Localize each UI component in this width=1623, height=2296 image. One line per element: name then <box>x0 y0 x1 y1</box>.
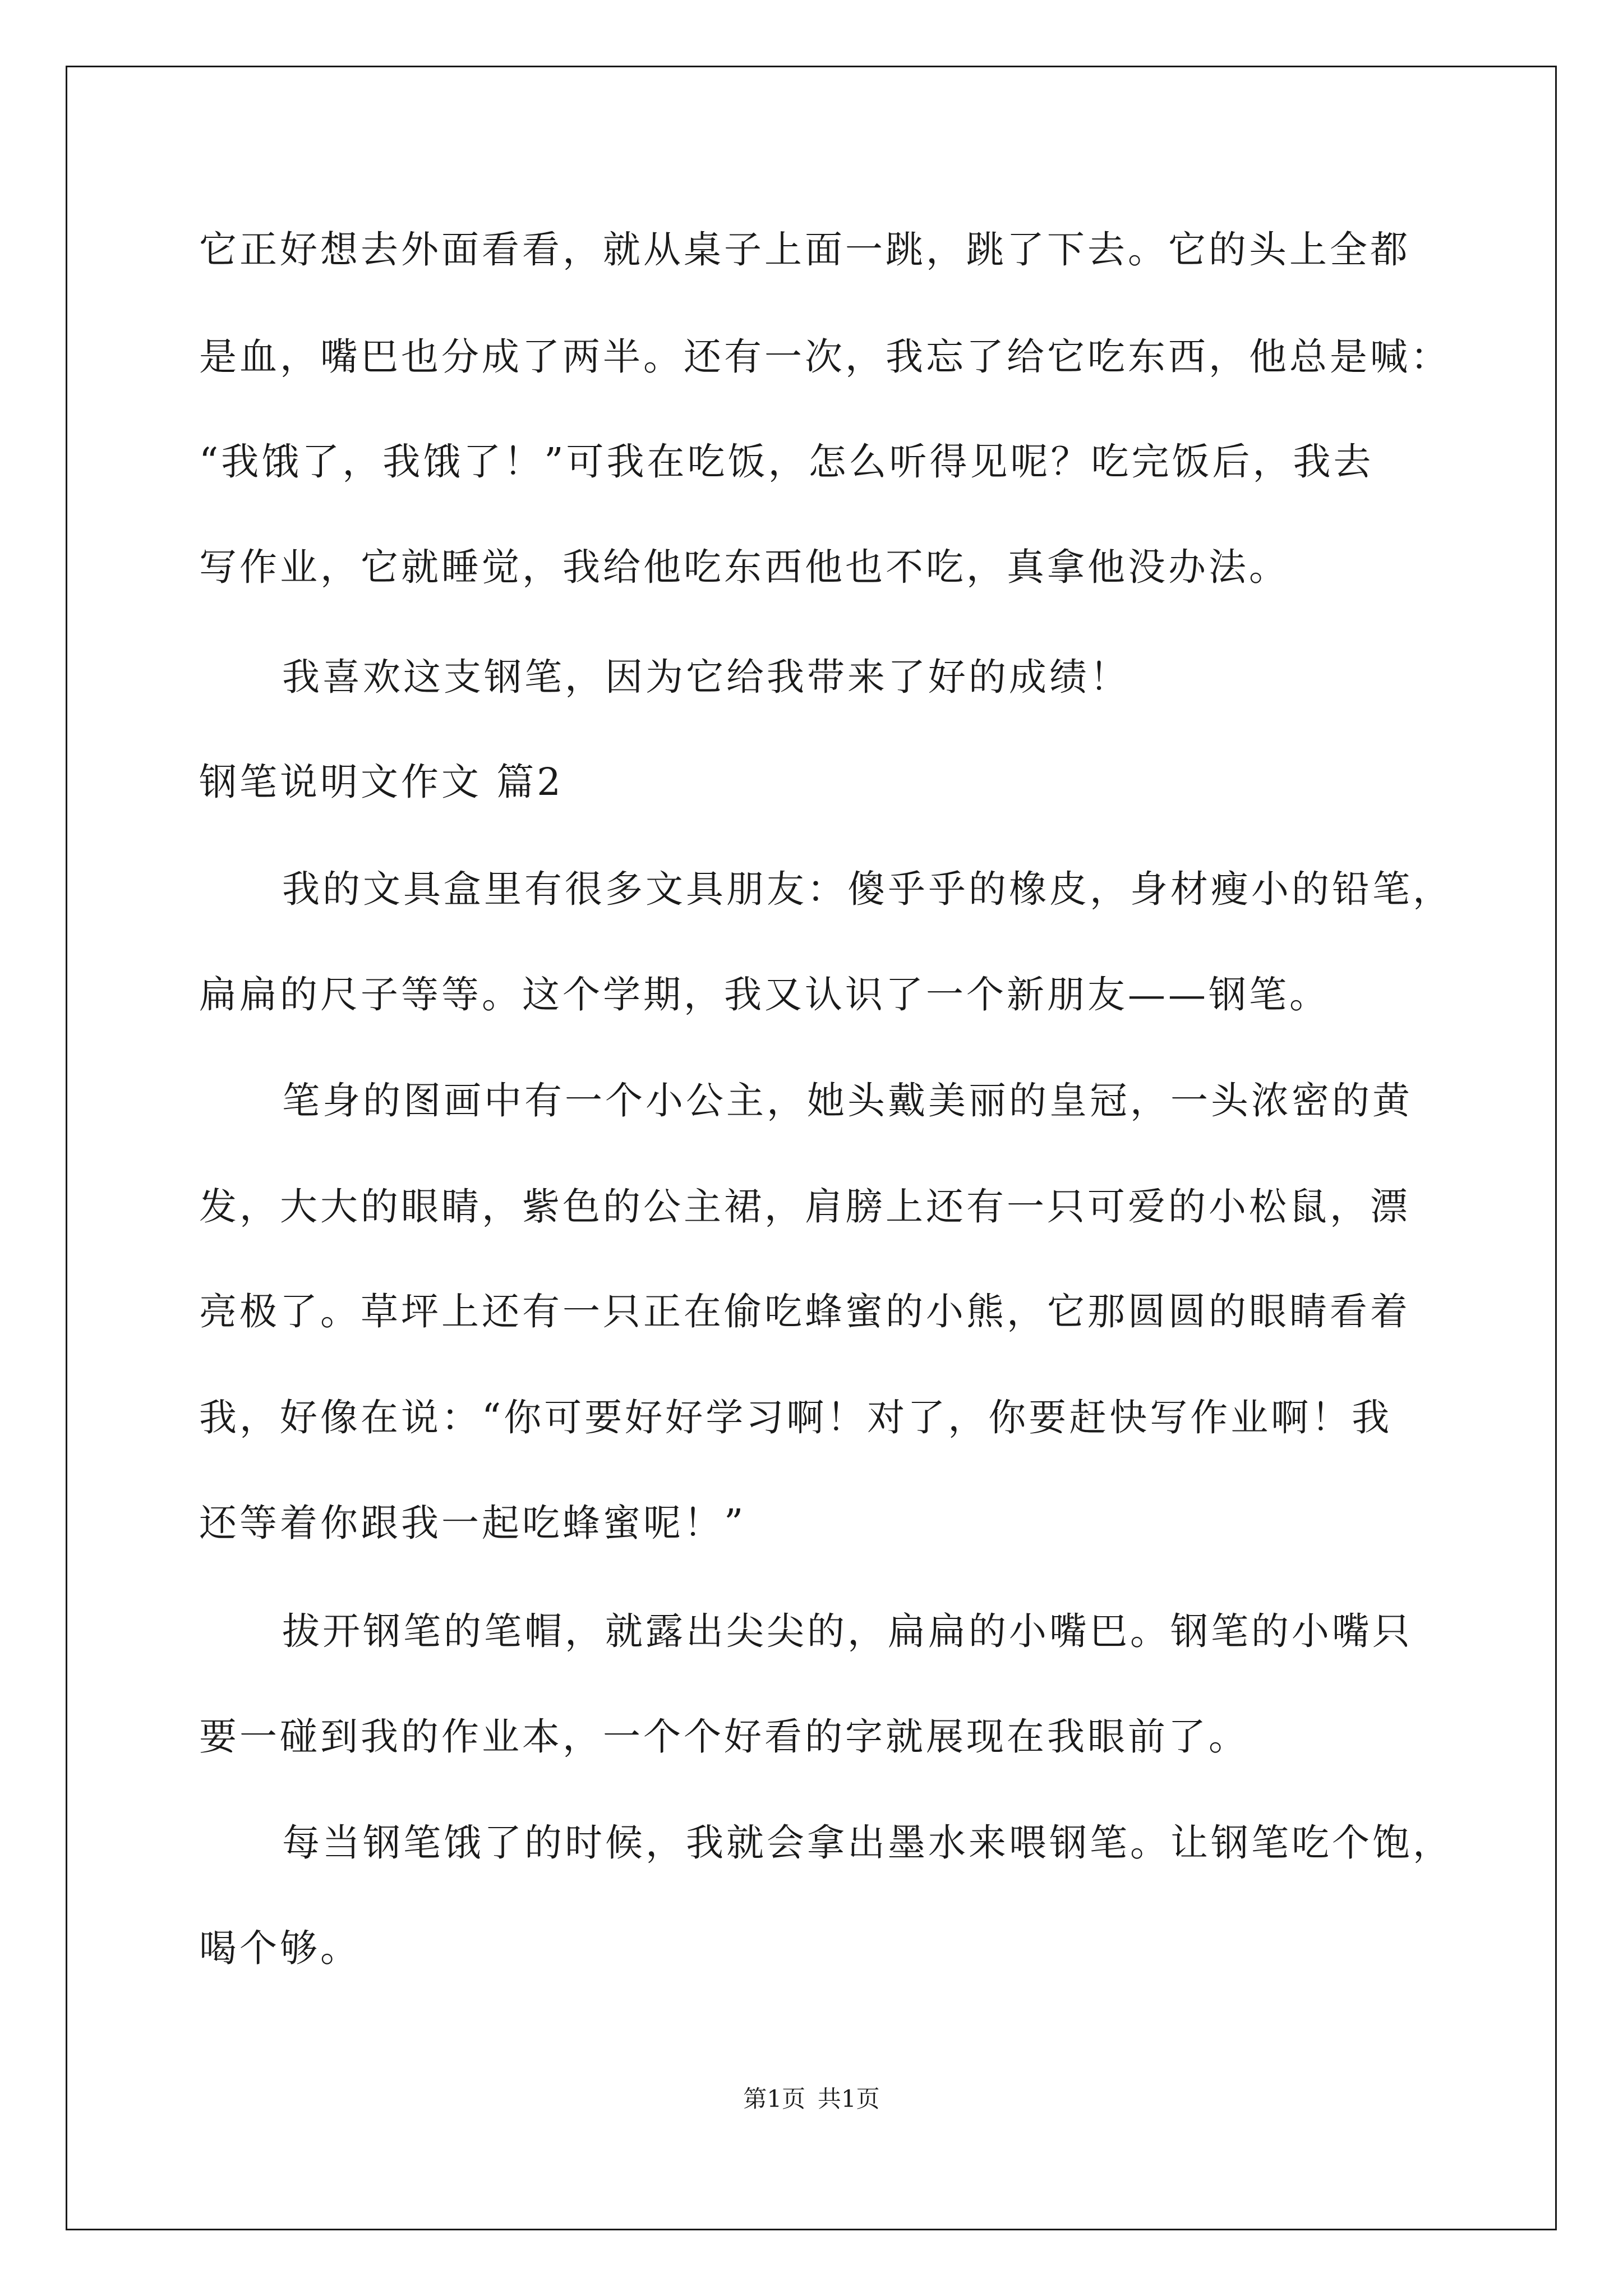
paragraph-line: 我的文具盒里有很多文具朋友：傻乎乎的橡皮，身材瘦小的铅笔， <box>282 867 1453 911</box>
text-line: 发，大大的眼睛，紫色的公主裙，肩膀上还有一只可爱的小松鼠，漂 <box>199 1185 1410 1228</box>
text-line: 扁扁的尺子等等。这个学期，我又认识了一个新朋友——钢笔。 <box>199 973 1330 1016</box>
text-line: 还等着你跟我一起吃蜂蜜呢！” <box>199 1501 746 1545</box>
text-line: 我，好像在说：“你可要好好学习啊！对了，你要赶快写作业啊！我 <box>199 1396 1393 1439</box>
paragraph-line: 每当钢笔饿了的时候，我就会拿出墨水来喂钢笔。让钢笔吃个饱， <box>282 1821 1453 1865</box>
paragraph-line: 笔身的图画中有一个小公主，她头戴美丽的皇冠，一头浓密的黄 <box>282 1079 1413 1122</box>
paragraph-line: 我喜欢这支钢笔，因为它给我带来了好的成绩！ <box>282 655 1130 699</box>
text-line: 要一碰到我的作业本，一个个好看的字就展现在我眼前了。 <box>199 1715 1249 1759</box>
text-line: 它正好想去外面看看，就从桌子上面一跳，跳了下去。它的头上全都 <box>199 228 1410 272</box>
text-line: “我饿了，我饿了！”可我在吃饭，怎么听得见呢？吃完饭后，我去 <box>199 440 1374 484</box>
text-line: 亮极了。草坪上还有一只正在偷吃蜂蜜的小熊，它那圆圆的眼睛看着 <box>199 1290 1410 1333</box>
page-border <box>66 66 1557 2230</box>
page-number-footer: 第1页 共1页 <box>743 2085 880 2113</box>
text-line: 写作业，它就睡觉，我给他吃东西他也不吃，真拿他没办法。 <box>199 545 1289 589</box>
paragraph-line: 拔开钢笔的笔帽，就露出尖尖的，扁扁的小嘴巴。钢笔的小嘴只 <box>282 1609 1413 1653</box>
section-heading: 钢笔说明文作文 篇2 <box>199 760 564 804</box>
text-line: 是血，嘴巴也分成了两半。还有一次，我忘了给它吃东西，他总是喊： <box>199 335 1451 379</box>
text-line: 喝个够。 <box>199 1926 361 1970</box>
